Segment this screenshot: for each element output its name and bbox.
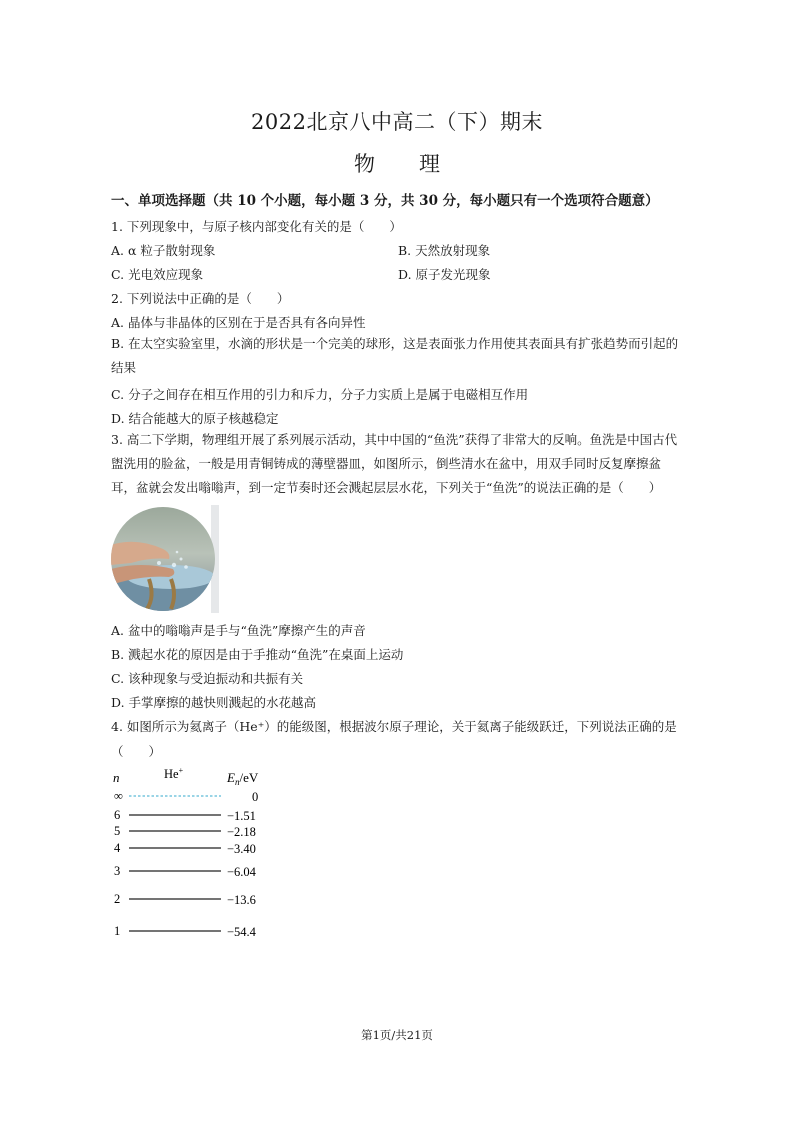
- subject-heading: [0, 148, 794, 178]
- q3-stem: 3. 高二下学期，物理组开展了系列展示活动，其中中国的“鱼洗”获得了非常大的反响。鱼洗是中国古代盥洗用的脸盆，一般是用青铜铸成的薄壁器皿，如图所示，倒些清水在盆中，用双手同时反复摩擦盆耳，盆就会发出嗡嗡声，到一定节奏时还会溅起层层水花，下列关于“鱼洗”的说法正确的是（ ）: [111, 432, 678, 495]
- species-label: He: [164, 767, 179, 781]
- subject-char-2: 理: [419, 152, 440, 176]
- level-n-label: 1: [114, 924, 121, 938]
- q2-option-a: A. 晶体与非晶体的区别在于是否具有各向异性: [111, 315, 366, 330]
- q1-option-d: D. 原子发光现象: [398, 267, 491, 282]
- level-n-label: 4: [114, 841, 121, 855]
- energy-value-label: −1.51: [227, 809, 256, 823]
- energy-header-sub: n: [234, 777, 240, 787]
- energy-unit: /eV: [239, 770, 259, 785]
- section-heading: 一、单项选择题（共 10 个小题，每小题 3 分，共 30 分，每小题只有一个选项符合题意）: [111, 193, 659, 209]
- level-n-label: ∞: [114, 789, 123, 803]
- q3-option-c: C. 该种现象与受迫振动和共振有关: [111, 671, 304, 686]
- energy-value-label: −13.6: [227, 893, 256, 907]
- energy-value-label: −6.04: [227, 865, 256, 879]
- subject-char-1: 物: [354, 152, 375, 176]
- q4-stem-bracket: （ ）: [111, 744, 162, 759]
- q2-stem: 2. 下列说法中正确的是（ ）: [111, 291, 290, 306]
- energy-value-label: −3.40: [227, 842, 256, 856]
- level-n-label: 3: [114, 864, 121, 878]
- energy-value-label: −54.4: [227, 925, 256, 939]
- page-number: 第1页/共21页: [361, 1028, 433, 1042]
- yuxi-basin-photo: [111, 505, 219, 613]
- q2-option-d: D. 结合能越大的原子核越稳定: [111, 411, 279, 426]
- species-charge: +: [178, 766, 184, 775]
- energy-value-label: 0: [252, 790, 259, 804]
- level-n-label: 5: [114, 824, 121, 838]
- level-n-label: 2: [114, 892, 121, 906]
- q1-option-c: C. 光电效应现象: [111, 267, 204, 282]
- energy-value-label: −2.18: [227, 825, 256, 839]
- svg-text:He+: [164, 766, 184, 781]
- q4-stem: 4. 如图所示为氦离子（He⁺）的能级图，根据波尔原子理论，关于氦离子能级跃迁，下列说法正确的是: [111, 719, 677, 734]
- q3-option-a: A. 盆中的嗡嗡声是手与“鱼洗”摩擦产生的声音: [111, 623, 366, 638]
- q2-option-c: C. 分子之间存在相互作用的引力和斥力，分子力实质上是属于电磁相互作用: [111, 387, 529, 402]
- exam-title: 2022北京八中高二（下）期末: [251, 110, 543, 134]
- energy-header: E: [227, 770, 235, 785]
- helium-ion-energy-level-diagram: [111, 764, 281, 940]
- q3-option-d: D. 手掌摩擦的越快则溅起的水花越高: [111, 695, 317, 710]
- svg-text:En/eV: [226, 770, 259, 787]
- q1-option-a: A. α 粒子散射现象: [111, 243, 216, 258]
- level-n-label: 6: [114, 808, 121, 822]
- q3-option-b: B. 溅起水花的原因是由于手推动“鱼洗”在桌面上运动: [111, 647, 404, 662]
- q2-option-b: B. 在太空实验室里，水滴的形状是一个完美的球形，这是表面张力作用使其表面具有扩张趋势而引起的结果: [111, 336, 679, 375]
- q1-option-b: B. 天然放射现象: [398, 243, 491, 258]
- q1-stem: 1. 下列现象中，与原子核内部变化有关的是（ ）: [111, 219, 402, 234]
- n-header: n: [113, 770, 120, 785]
